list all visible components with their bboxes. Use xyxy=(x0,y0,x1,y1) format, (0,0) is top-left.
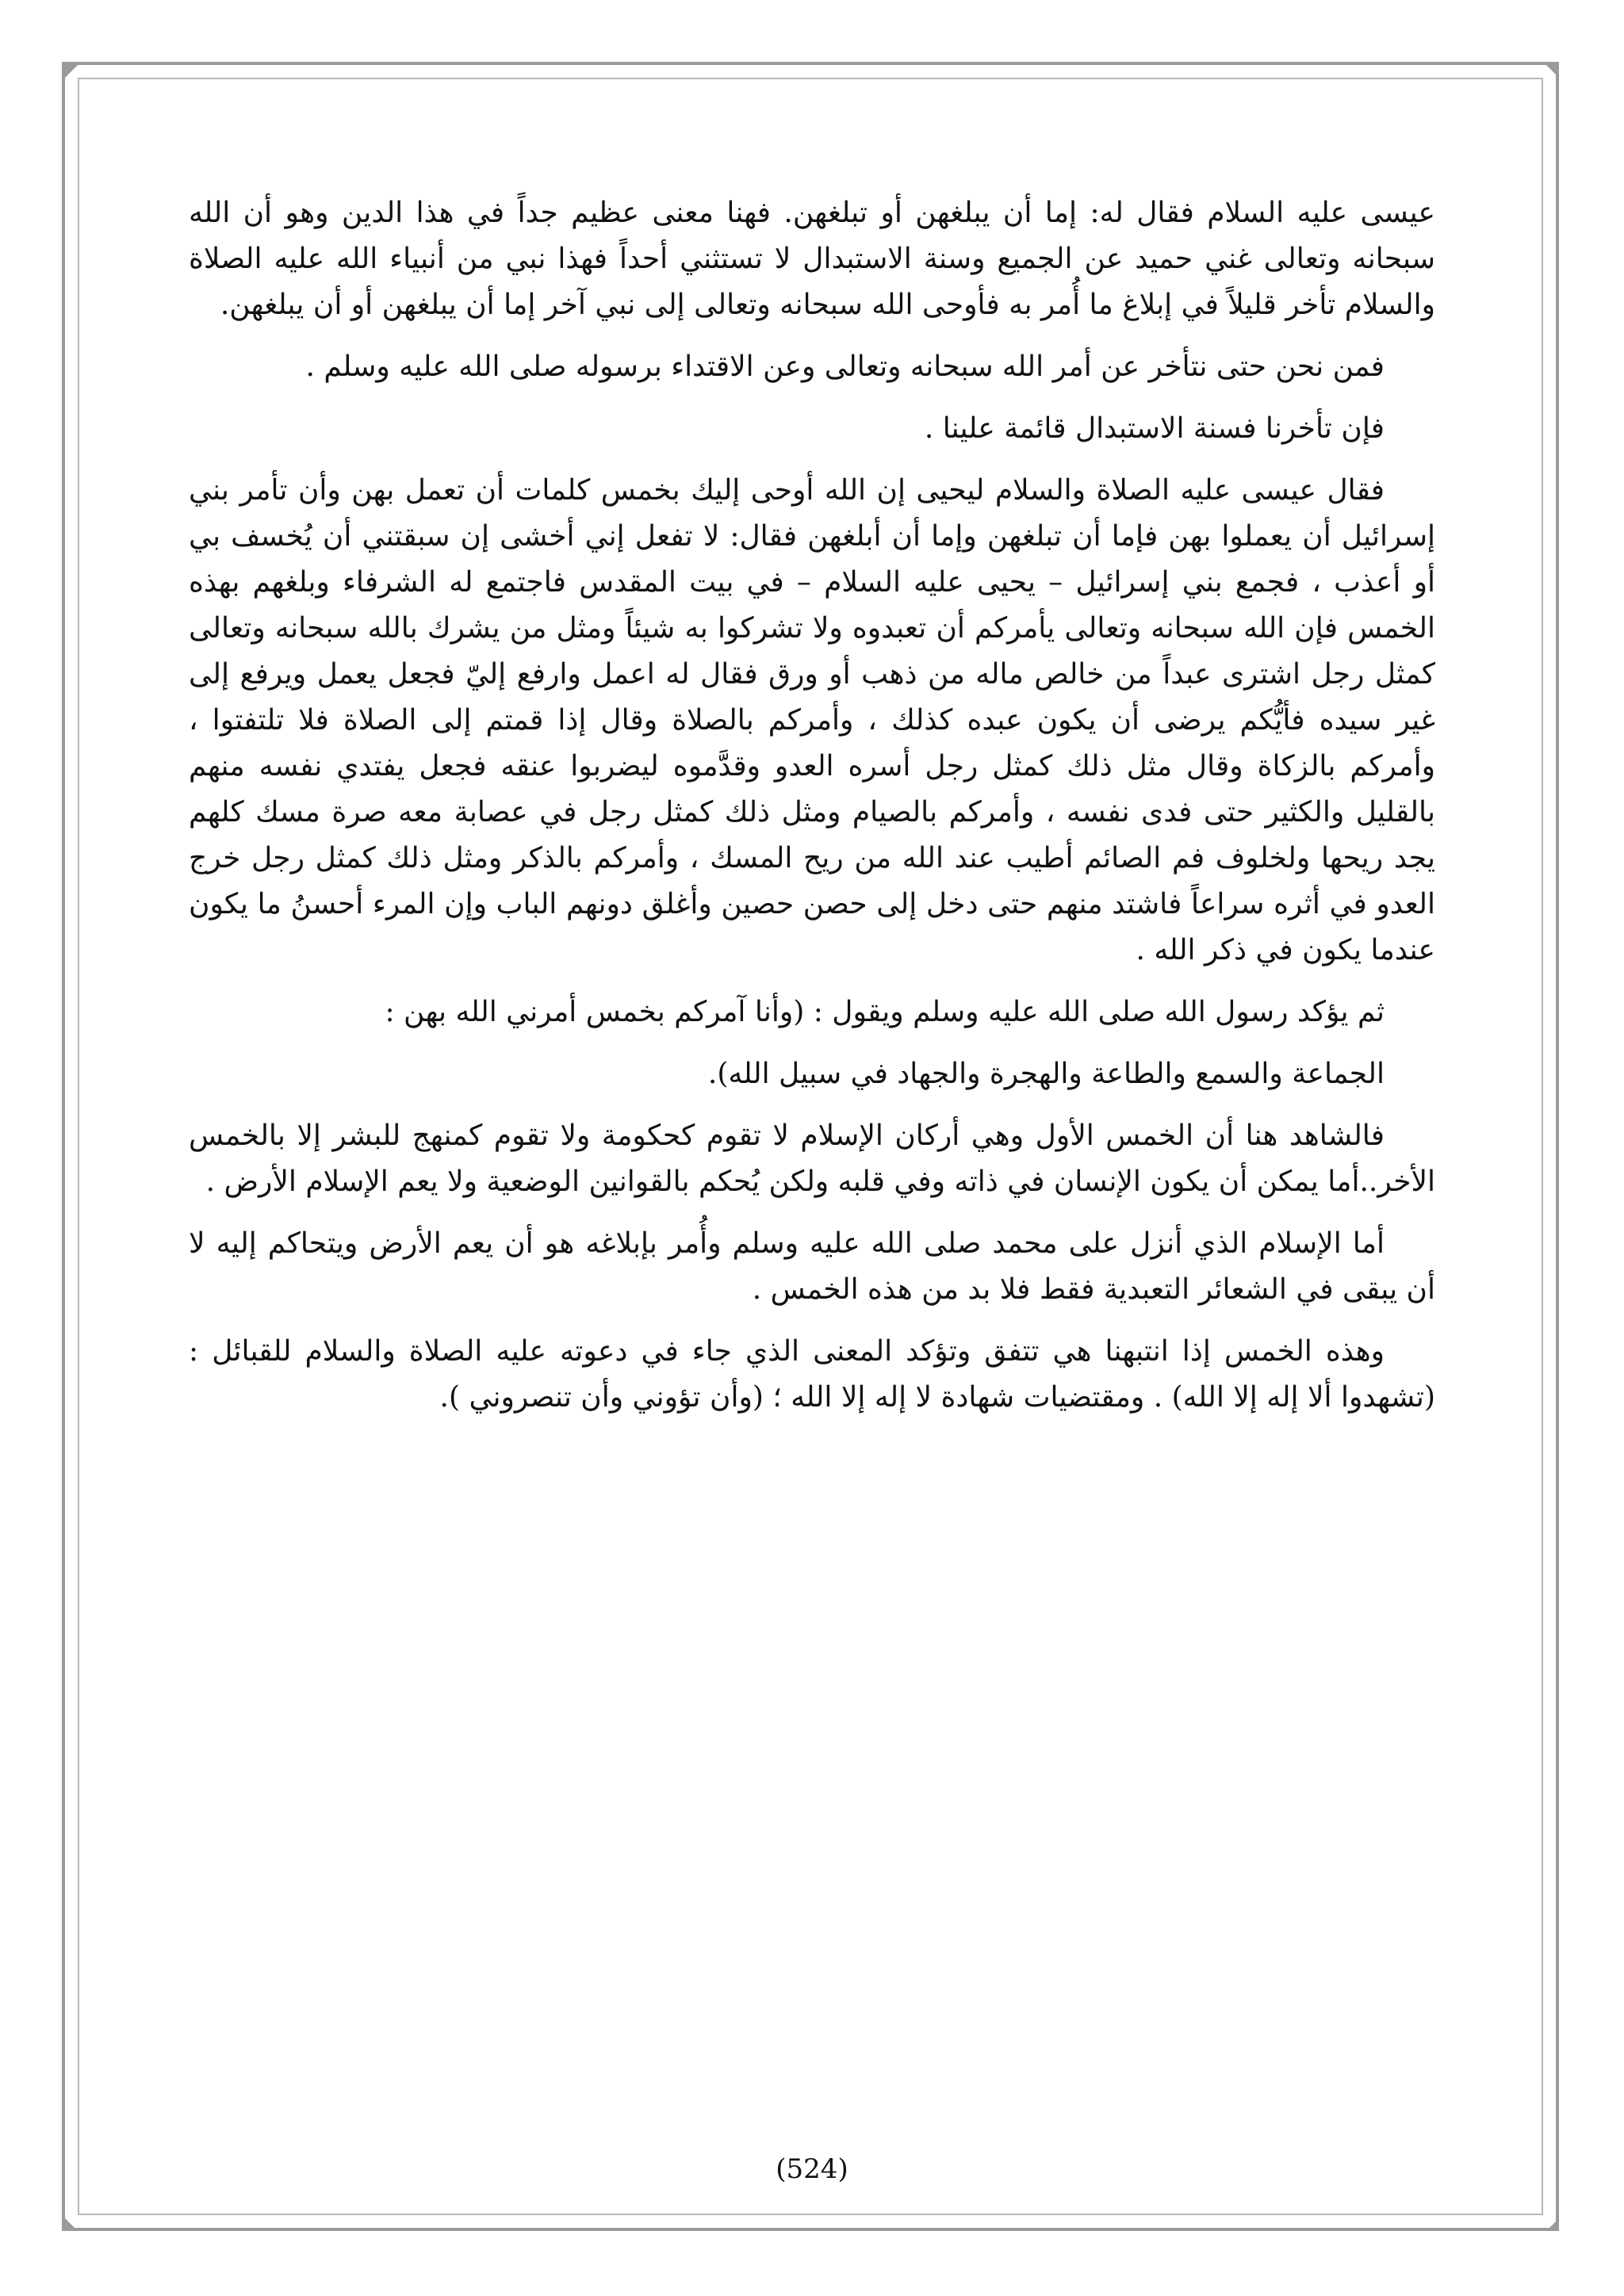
paragraph-continuation: عيسى عليه السلام فقال له: إما أن يبلغهن أو تبلغهن. فهنا معنى عظيم جداً في هذا الدين وهو أن الله سبحانه وتعالى غني حميد عن الجميع وسنة الاستبدال لا تستثني أحداً فهذا نبي من أنبياء الله عليه الصلاة والسلام تأخر قليلاً في إبلاغ ما أُمر به فأوحى الله سبحانه وتعالى إلى نبي آخر إما أن يبلغهن أو أن يبلغهن. xyxy=(189,197,1435,321)
frame-corner-ornament xyxy=(1546,65,1559,78)
frame-corner-ornament xyxy=(65,2218,78,2231)
frame-corner-ornament xyxy=(1546,2218,1559,2231)
paragraph: فإن تأخرنا فسنة الاستبدال قائمة علينا . xyxy=(924,412,1385,445)
paragraph: فالشاهد هنا أن الخمس الأول وهي أركان الإسلام لا تقوم كحكومة ولا تقوم كمنهج للبشر إلا بالخمس الأخر..أما يمكن أن يكون الإنسان في ذاته وفي قلبه ولكن يُحكم بالقوانين الوضعية ولا يعم الإسلام الأرض . xyxy=(189,1119,1435,1198)
frame-corner-ornament xyxy=(65,65,78,78)
paragraph-quote-intro: ثم يؤكد رسول الله صلى الله عليه وسلم ويقول : (وأنا آمركم بخمس أمرني الله بهن : xyxy=(385,996,1385,1028)
page-number: (524) xyxy=(776,2153,848,2185)
paragraph: وهذه الخمس إذا انتبهنا هي تتفق وتؤكد المعنى الذي جاء في دعوته عليه الصلاة والسلام للقبائل : (تشهدوا ألا إله إلا الله) . ومقتضيات شهادة لا إله إلا الله ؛ (وأن تؤوني وأن تنصروني ). xyxy=(189,1335,1435,1414)
paragraph: فمن نحن حتى نتأخر عن أمر الله سبحانه وتعالى وعن الاقتداء برسوله صلى الله عليه وسلم . xyxy=(305,350,1385,383)
paragraph-hadith: فقال عيسى عليه الصلاة والسلام ليحيى إن الله أوحى إليك بخمس كلمات أن تعمل بهن وأن تأمر بني إسرائيل أن يعملوا بهن فإما أن تبلغهن وإما أن أبلغهن فقال: لا تفعل إني أخشى إن سبقتني أن يُخسف بي أو أعذب ، فجمع بني إسرائيل – يحيى عليه السلام – في بيت المقدس فاجتمع له الشرفاء وبلغهم بهذه الخمس فإن الله سبحانه وتعالى يأمركم أن تعبدوه ولا تشركوا به شيئاً ومثل من يشرك بالله سبحانه وتعالى كمثل رجل اشترى عبداً من خالص ماله من ذهب أو ورق فقال له اعمل وارفع إليّ فجعل يعمل ويرفع إلى غير سيده فأيُّكم يرضى أن يكون عبده كذلك ، وأمركم بالصلاة وقال إذا قمتم إلى الصلاة فلا تلتفتوا ، وأمركم بالزكاة وقال مثل ذلك كمثل رجل أسره العدو وقدَّموه ليضربوا عنقه فجعل يفتدي نفسه منهم بالقليل والكثير حتى فدى نفسه ، وأمركم بالصيام ومثل ذلك كمثل رجل في عصابة معه صرة مسك كلهم يجد ريحها ولخلوف فم الصائم أطيب عند الله من ريح المسك ، وأمركم بالذكر ومثل ذلك كمثل رجل خرج العدو في أثره سراعاً فاشتد منهم حتى دخل إلى حصن حصين وأغلق دونهم الباب وإن المرء أحسنُ ما يكون عندما يكون في ذكر الله . xyxy=(189,474,1435,966)
paragraph-quote: الجماعة والسمع والطاعة والهجرة والجهاد في سبيل الله). xyxy=(707,1058,1385,1090)
paragraph: أما الإسلام الذي أنزل على محمد صلى الله عليه وسلم وأُمر بإبلاغه هو أن يعم الأرض ويتحاكم إليه لا أن يبقى في الشعائر التعبدية فقط فلا بد من هذه الخمس . xyxy=(189,1227,1435,1306)
page-body xyxy=(189,190,1435,1437)
